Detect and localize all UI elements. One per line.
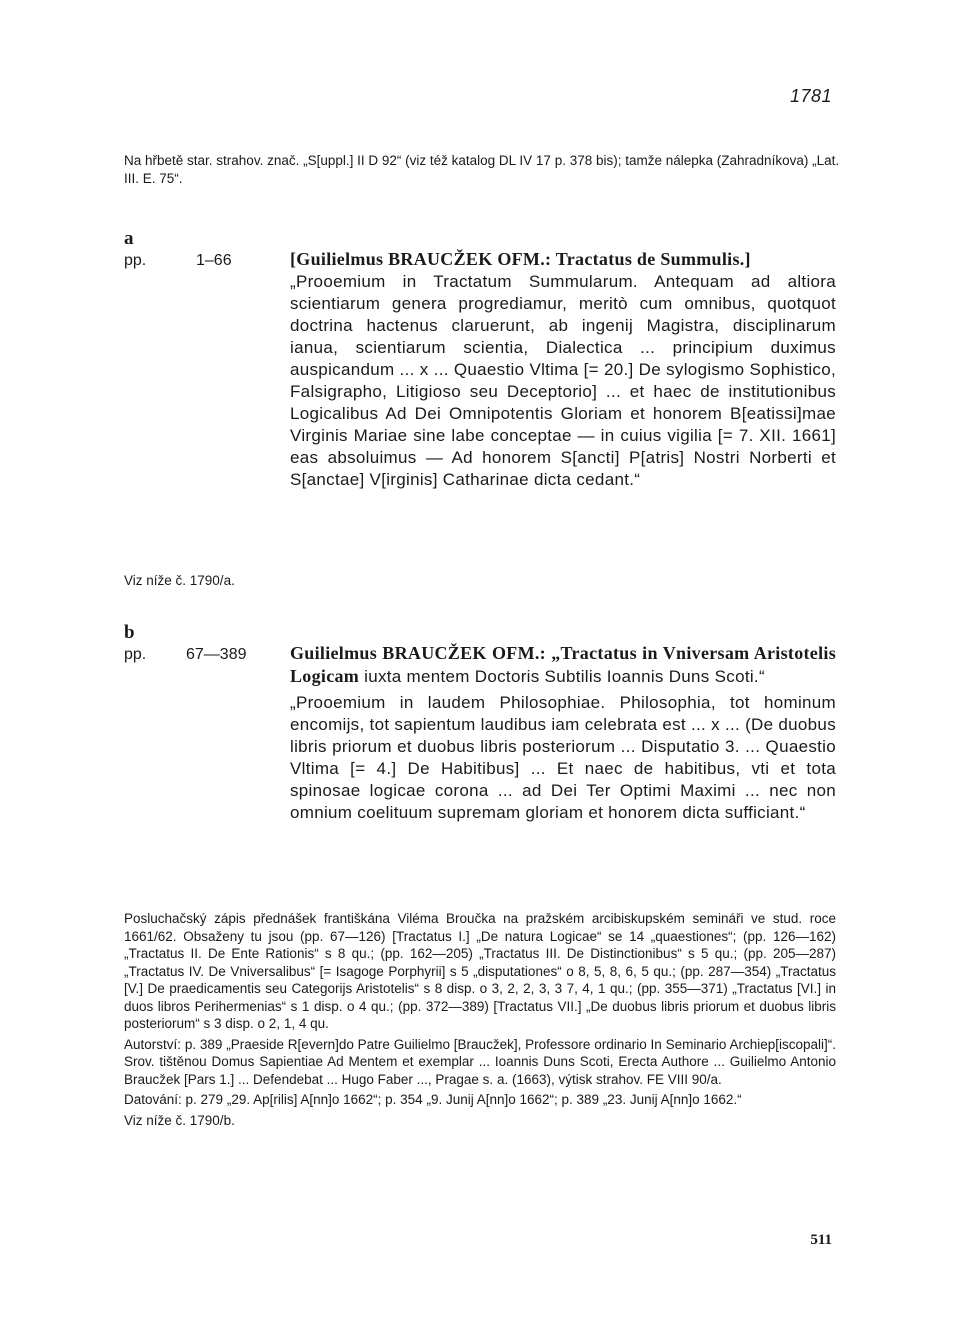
header-note: Na hřbetě star. strahov. znač. „S[uppl.] II D 92“ (viz též katalog DL IV 17 p. 378 bis); tamže nálepka (Zahradníkova) „Lat. III. E. 75“.: [124, 153, 840, 186]
section-b-text: „Prooemium in laudem Philosophiae. Philosophia, tot hominum encomijs, tot sapientum laudibus iam celebrata est ... x ... (De duobus libris priorum et duobus libris posteriorum ... Disputatio 3. ... Quaestio Vltima [= 4.] De Habitibus] ... Et naec de habitibus, vti et tota spinosae logicae corona ... ad Dei Ter Optimi Maximi ... nec non omnium coelituum supremam gloriam et honorem dicta sufficiant.“: [290, 693, 836, 822]
authorship-note: Autorství: p. 389 „Praeside R[evern]do Patre Guilielmo [Braucžek], Professore ordinario In Seminario Archiep[iscopali]“. Srov. tištěnou Domus Sapientiae Ad Mentem et exemplar ... Ioannis Duns Scoti, Erecta Authore ... Guilielmo Antonio Braucžek [Pars 1.] ... Defendebat ... Hugo Faber ..., Pragae s. a. (1663), výtisk strahov. FE VIII 90/a.: [124, 1036, 836, 1087]
section-a-entry: [290, 248, 836, 491]
section-a-letter: a: [124, 228, 134, 249]
section-a-pp-range: 1–66: [196, 252, 232, 269]
section-b-entry: [290, 642, 836, 824]
section-b-pp-range: 67—389: [186, 646, 247, 663]
section-b-letter: b: [124, 622, 135, 643]
lecture-note: Posluchačský zápis přednášek františkána Viléma Broučka na pražském arcibiskupském semináři ve stud. roce 1661/62. Obsaženy tu jsou (pp. 67—126) [Tractatus I.] „De natura Logicae“ se 14 „quaestiones“; (pp. 126—162) „Tractatus II. De Ente Rationis“ s 8 qu.; (pp. 162—205) „Tractatus III. De Distinctionibus“ s 5 qu.; (pp. 205—287) „Tractatus IV. De Vniversalibus“ [= Isagoge Porphyrii] s 5 „disputationes“ o 8, 5, 8, 6, 5 qu.; (pp. 287—354) „Tractatus [V.] De praedicamentis seu Categorijs Aristotelis“ s 8 disp. o 3, 2, 2, 3, 3 7, 4, 1 qu.; (pp. 355—371) „Tractatus [VI.] in duos libros Perihermenias“ s 1 disp. o 4 qu.; (pp. 372—389) [Tractatus VII.] „De duobus libris priorum et duobus libris posteriorum“ s 3 disp. o 2, 1, 4 qu.: [124, 911, 836, 1031]
dating-note: Datování: p. 279 „29. Ap[rilis] A[nn]o 1662“; p. 354 „9. Junij A[nn]o 1662“; p. 389 „23. Junij A[nn]o 1662.“: [124, 1092, 742, 1107]
section-a-see-below: Viz níže č. 1790/a.: [124, 573, 235, 588]
section-a-pp-label: pp.: [124, 252, 147, 269]
section-b-title-rest: iuxta mentem Doctoris Subtilis Ioannis Duns Scoti.“: [364, 667, 765, 686]
section-a-text: „Prooemium in Tractatum Summularum. Antequam ad altiora scientiarum genera progrediamur, meritò cum omnibus, quotquot doctrina hactenus claruerunt, ab ingenij Magistra, disciplinarum ianua, scientiarum scientia, Dialectica ... principium duximus auspicandum ... x ... Quaestio Vltima [= 20.] De sylogismo Sophistico, Falsigrapho, Litigioso seu Deceptorio] ... et haec de institutionibus Logicalibus Ad Dei Omnipotentis Gloriam et honorem B[eatissi]mae Virginis Mariae sine labe conceptae — in cuius vigilia [= 7. XII. 1661] eas absoluimus — Ad honorem S[ancti] P[atris] Nostri Norberti et S[anctae] V[irginis] Catharinae dicta cedant.“: [290, 272, 836, 489]
section-a-title: [Guilielmus BRAUCŽEK OFM.: Tractatus de Summulis.]: [290, 249, 751, 269]
page-number-top: 1781: [789, 86, 832, 106]
section-b-title: Guilielmus BRAUCŽEK OFM.: „Tractatus in Vniversam Aristotelis Logicam: [290, 643, 836, 686]
page-number-bottom: 511: [810, 1232, 832, 1248]
notes-block: [124, 910, 836, 1132]
section-b-pp-label: pp.: [124, 646, 147, 663]
notes-see-below: Viz níže č. 1790/b.: [124, 1112, 235, 1128]
